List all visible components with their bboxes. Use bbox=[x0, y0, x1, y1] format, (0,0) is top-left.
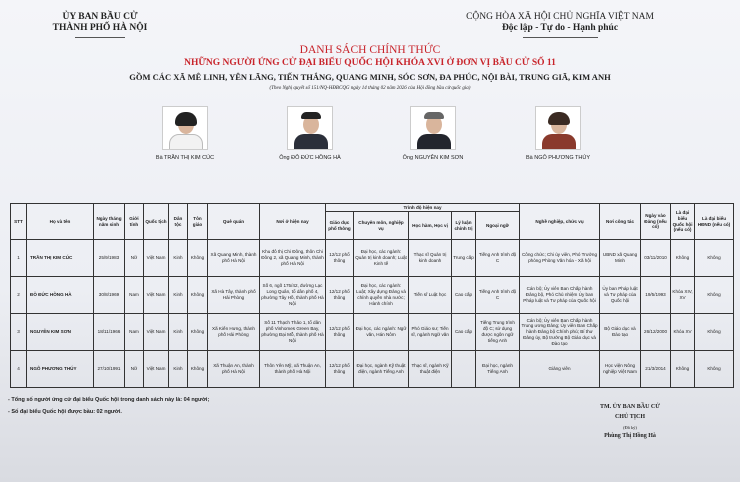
table-cell: 30/8/1969 bbox=[94, 277, 125, 314]
table-cell: Không bbox=[188, 277, 208, 314]
table-cell: 19/5/1993 bbox=[641, 277, 671, 314]
table-cell: 3 bbox=[11, 314, 27, 351]
table-cell: Xã Thuận An, thành phố Hà Nội bbox=[208, 351, 260, 388]
column-header: Dân tộc bbox=[169, 204, 188, 240]
table-row bbox=[11, 351, 734, 388]
table-cell: Thạc sĩ Quản trị kinh doanh bbox=[409, 240, 452, 277]
signer-name: Phùng Thị Hồng Hà bbox=[604, 433, 656, 439]
candidate-photo bbox=[410, 106, 456, 150]
table-cell: Ủy ban Pháp luật và Tư pháp của Quốc hội bbox=[600, 277, 641, 314]
table-cell: Công chức; Chi ủy viên, Phó Trưởng phòng Phòng Văn hóa - Xã hội bbox=[520, 240, 600, 277]
table-cell: Xã Quang Minh, thành phố Hà Nội bbox=[208, 240, 260, 277]
table-cell: 4 bbox=[11, 351, 27, 388]
column-header: Nơi công tác bbox=[600, 204, 641, 240]
divider bbox=[523, 37, 598, 38]
column-header: Giới tính bbox=[125, 204, 144, 240]
candidate-photo bbox=[535, 106, 581, 150]
table-cell: Đại học, các ngành: Quản trị kinh doanh; Luật Kinh tế bbox=[354, 240, 409, 277]
table-cell: 18/11/1966 bbox=[94, 314, 125, 351]
table-cell: Cao cấp bbox=[452, 277, 476, 314]
table-cell: Phó Giáo sư; Tiến sĩ, ngành Ngữ văn bbox=[409, 314, 452, 351]
signer-title: CHỦ TỊCH bbox=[614, 414, 646, 420]
column-group-header: Trình độ hiện nay bbox=[326, 204, 520, 212]
constituency-area: GỒM CÁC XÃ MÊ LINH, YÊN LÃNG, TIẾN THẮNG, QUANG MINH, SÓC SƠN, ĐA PHÚC, NỘI BÀI, TRUNG GIÃ, KIM ANH bbox=[129, 72, 611, 82]
candidate-name: ĐỖ ĐỨC HỒNG HÀ bbox=[27, 277, 94, 314]
column-header: Chuyên môn, nghiệp vụ bbox=[354, 212, 409, 240]
table-cell: 25/9/1983 bbox=[94, 240, 125, 277]
table-cell: 1 bbox=[11, 240, 27, 277]
signed-note: (Đã ký) bbox=[623, 425, 637, 430]
table-cell: 21/3/2014 bbox=[641, 351, 671, 388]
issuer-line1: ỦY BAN BẦU CỬ bbox=[62, 12, 138, 22]
table-cell: Tiếng Anh trình độ C bbox=[476, 277, 520, 314]
table-cell: Học viện Nông nghiệp Việt Nam bbox=[600, 351, 641, 388]
table-cell: Kinh bbox=[169, 314, 188, 351]
table-cell: 12/12 phổ thông bbox=[326, 277, 354, 314]
table-cell: Việt Nam bbox=[144, 277, 169, 314]
divider bbox=[75, 37, 125, 38]
column-header: Nơi ở hiện nay bbox=[260, 204, 326, 240]
issuer-line2: THÀNH PHỐ HÀ NỘI bbox=[52, 23, 148, 33]
table-cell: Tiếng Anh trình độ C bbox=[476, 240, 520, 277]
table-cell: UBND xã Quang Minh bbox=[600, 240, 641, 277]
table-cell bbox=[452, 351, 476, 388]
table-cell: 26/12/2000 bbox=[641, 314, 671, 351]
table-cell: Không bbox=[695, 277, 734, 314]
table-cell: Nữ bbox=[125, 351, 144, 388]
photo-caption: Ông ĐỖ ĐỨC HỒNG HÀ bbox=[279, 155, 341, 161]
table-cell: Xã Kiến Hưng, thành phố Hải Phòng bbox=[208, 314, 260, 351]
table-cell: Không bbox=[695, 351, 734, 388]
photo-caption: Ông NGUYỄN KIM SƠN bbox=[402, 155, 464, 161]
table-cell: Đại học, các ngành: Ngữ văn, Hán Nôm bbox=[354, 314, 409, 351]
table-cell: Không bbox=[671, 240, 695, 277]
column-header: Quốc tịch bbox=[144, 204, 169, 240]
table-cell: Không bbox=[695, 240, 734, 277]
table-cell: Khu đô thị Chi Đông, thôn Chi Đông 2, xã Quang Minh, thành phố Hà Nội bbox=[260, 240, 326, 277]
table-cell: Không bbox=[695, 314, 734, 351]
table-cell: Nam bbox=[125, 277, 144, 314]
table-cell: 03/11/2010 bbox=[641, 240, 671, 277]
candidate-name: NGUYỄN KIM SƠN bbox=[27, 314, 94, 351]
country-name: CỘNG HÒA XÃ HỘI CHỦ NGHĨA VIỆT NAM bbox=[466, 12, 654, 22]
table-cell: Số 11 Thạch Thảo 1, tổ dân phố Vinhomes Green Bay, phường Đại Mỗ, thành phố Hà Nội bbox=[260, 314, 326, 351]
candidate-name: NGÔ PHƯƠNG THÚY bbox=[27, 351, 94, 388]
table-cell: Cán bộ; Ủy viên Ban Chấp hành Đảng bộ, Phó Chủ nhiệm Ủy ban Pháp luật và Tư pháp của Quốc hội bbox=[520, 277, 600, 314]
column-header: Lý luận chính trị bbox=[452, 212, 476, 240]
table-cell: Kinh bbox=[169, 351, 188, 388]
column-header: Nghề nghiệp, chức vụ bbox=[520, 204, 600, 240]
table-cell: Đại học, các ngành: Luật; Xây dựng Đảng và chính quyền nhà nước; Hành chính bbox=[354, 277, 409, 314]
table-cell: Tiến sĩ Luật học bbox=[409, 277, 452, 314]
table-cell: Nữ bbox=[125, 240, 144, 277]
table-cell: Giảng viên bbox=[520, 351, 600, 388]
table-row bbox=[11, 277, 734, 314]
photo-caption: Bà NGÔ PHƯƠNG THÚY bbox=[525, 155, 590, 161]
table-cell: Việt Nam bbox=[144, 351, 169, 388]
column-header: STT bbox=[11, 204, 27, 240]
table-cell: Trung cấp bbox=[452, 240, 476, 277]
doc-title: DANH SÁCH CHÍNH THỨC bbox=[299, 44, 441, 56]
column-header: Ngày tháng năm sinh bbox=[94, 204, 125, 240]
doc-subtitle: NHỮNG NGƯỜI ỨNG CỬ ĐẠI BIỂU QUỐC HỘI KHÓA XVI Ở ĐƠN VỊ BẦU CỬ SỐ 11 bbox=[184, 58, 556, 68]
table-cell: Không bbox=[188, 351, 208, 388]
table-cell: Số 6, ngõ 175/42, đường Lạc Long Quân, tổ dân phố 4, phường Tây Hồ, thành phố Hà Nội bbox=[260, 277, 326, 314]
table-cell: Đại học, ngành Tiếng Anh bbox=[476, 351, 520, 388]
table-cell: Cao cấp bbox=[452, 314, 476, 351]
candidate-photo bbox=[162, 106, 208, 150]
table-cell: 12/12 phổ thông bbox=[326, 314, 354, 351]
column-header: Giáo dục phổ thông bbox=[326, 212, 354, 240]
table-cell: Việt Nam bbox=[144, 240, 169, 277]
table-cell: Kinh bbox=[169, 277, 188, 314]
legal-basis: (Theo Nghị quyết số 151/NQ-HĐBCQG ngày 14 tháng 02 năm 2026 của Hội đồng bầu cử quốc gia) bbox=[269, 86, 471, 91]
table-row bbox=[11, 314, 734, 351]
column-header: Là đại biểu Quốc hội (nếu có) bbox=[671, 204, 695, 240]
table-cell: Không bbox=[188, 240, 208, 277]
table-cell: 12/12 phổ thông bbox=[326, 240, 354, 277]
table-cell: Tiếng Trung trình độ C; sử dụng được ngôn ngữ tiếng Anh bbox=[476, 314, 520, 351]
table-cell: Không bbox=[188, 314, 208, 351]
table-cell: Khóa XV bbox=[671, 314, 695, 351]
national-motto bbox=[440, 12, 680, 38]
table-cell: Bộ Giáo dục và Đào tạo bbox=[600, 314, 641, 351]
table-cell: Đại học, ngành Kỹ thuật điện, ngành Tiếng Anh bbox=[354, 351, 409, 388]
table-cell: Thạc sĩ, ngành Kỹ thuật điện bbox=[409, 351, 452, 388]
note-total-candidates: - Tổng số người ứng cử đại biểu Quốc hội trong danh sách này là: 04 người; bbox=[8, 397, 210, 403]
candidate-name: TRẦN THỊ KIM CÚC bbox=[27, 240, 94, 277]
table-cell: Việt Nam bbox=[144, 314, 169, 351]
issuer-block bbox=[40, 12, 160, 38]
column-header: Quê quán bbox=[208, 204, 260, 240]
column-header: Ngày vào Đảng (nếu có) bbox=[641, 204, 671, 240]
table-row bbox=[11, 240, 734, 277]
candidate-table bbox=[10, 203, 734, 388]
table-cell: 2 bbox=[11, 277, 27, 314]
column-header: Họ và tên bbox=[27, 204, 94, 240]
signer-org: TM. ỦY BAN BẦU CỬ bbox=[599, 404, 661, 410]
table-cell: Kinh bbox=[169, 240, 188, 277]
column-header: Là đại biểu HĐND (nếu có) bbox=[695, 204, 734, 240]
table-cell: 27/10/1991 bbox=[94, 351, 125, 388]
table-cell: Xã Hà Tây, thành phố Hải Phòng bbox=[208, 277, 260, 314]
table-cell: Thôn Yên Mỹ, xã Thuận An, thành phố Hà Nội bbox=[260, 351, 326, 388]
column-header: Tôn giáo bbox=[188, 204, 208, 240]
column-header: Ngoại ngữ bbox=[476, 212, 520, 240]
table-cell: Nam bbox=[125, 314, 144, 351]
photo-caption: Bà TRẦN THỊ KIM CÚC bbox=[155, 155, 215, 161]
motto: Độc lập - Tự do - Hạnh phúc bbox=[501, 23, 619, 33]
note-seats: - Số đại biểu Quốc hội được bầu: 02 người. bbox=[8, 409, 122, 415]
candidate-photo bbox=[287, 106, 333, 150]
column-header: Học hàm, Học vị bbox=[409, 212, 452, 240]
table-cell: Không bbox=[671, 351, 695, 388]
table-cell: Khóa XIV, XV bbox=[671, 277, 695, 314]
table-cell: Cán bộ; Ủy viên Ban Chấp hành Trung ương Đảng; Ủy viên Ban Chấp hành Đảng bộ Chính phủ; Bí thư Đảng ủy, Bộ trưởng Bộ Giáo dục và Đào tạo bbox=[520, 314, 600, 351]
table-cell: 12/12 phổ thông bbox=[326, 351, 354, 388]
